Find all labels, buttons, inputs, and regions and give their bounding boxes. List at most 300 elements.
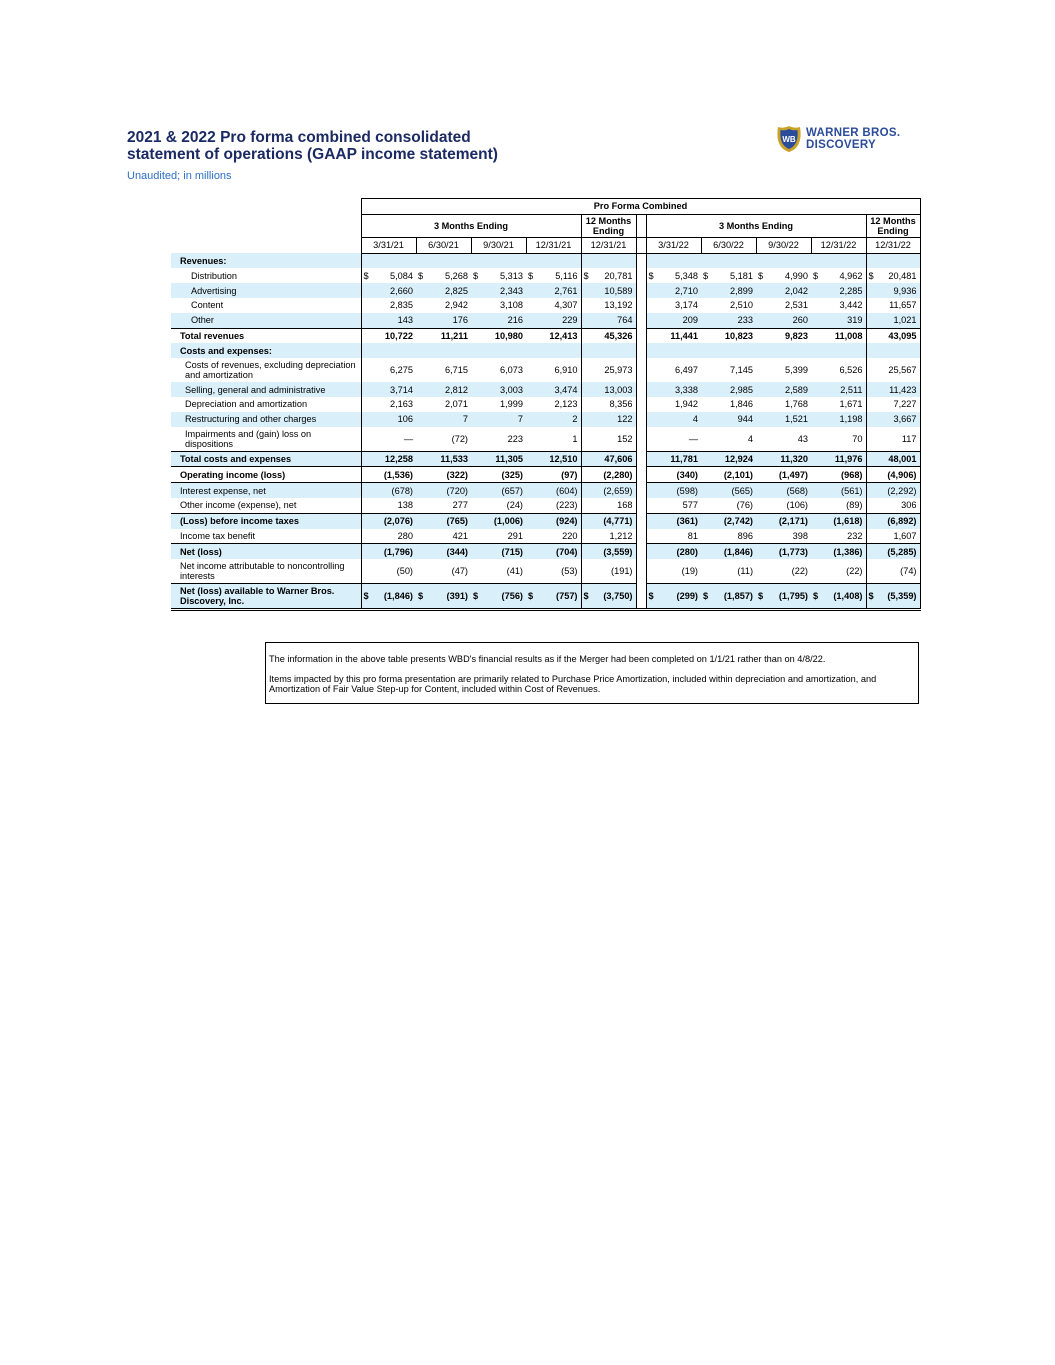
value-text: 3,442 xyxy=(839,300,863,311)
value-cell xyxy=(526,313,581,328)
value-cell xyxy=(646,343,701,358)
cell xyxy=(636,427,646,452)
date-header-2021: 9/30/21 xyxy=(471,237,526,253)
value-text: (720) xyxy=(446,485,468,496)
value-cell xyxy=(581,451,636,467)
group-title: Pro Forma Combined xyxy=(361,199,920,215)
cell xyxy=(636,328,646,343)
value-cell xyxy=(581,467,636,483)
value-text: 122 xyxy=(617,414,633,425)
value-text: 176 xyxy=(452,315,468,326)
value-cell xyxy=(756,412,811,427)
row-label: Interest expense, net xyxy=(171,483,361,498)
value-text: (657) xyxy=(501,485,523,496)
value-cell xyxy=(581,343,636,358)
value-text: 2,942 xyxy=(445,300,468,311)
value-cell xyxy=(361,382,416,397)
value-cell xyxy=(701,559,756,584)
value-text: 81 xyxy=(687,530,698,541)
value-text: 11,441 xyxy=(670,330,698,341)
value-text: 143 xyxy=(397,315,413,326)
value-cell xyxy=(701,483,756,498)
wb-shield-icon xyxy=(776,125,802,153)
cell xyxy=(636,343,646,358)
value-text: 1,607 xyxy=(893,530,917,541)
value-cell xyxy=(811,483,866,498)
table-row xyxy=(171,253,920,268)
header-3-months-2022: 3 Months Ending xyxy=(646,214,866,237)
value-text: 3,714 xyxy=(390,384,413,395)
value-text: 11,781 xyxy=(670,453,698,464)
value-cell xyxy=(811,253,866,268)
value-text: 229 xyxy=(562,315,578,326)
value-text: (53) xyxy=(561,566,578,577)
value-text: 7 xyxy=(517,414,523,425)
cell xyxy=(171,214,361,237)
value-cell xyxy=(471,559,526,584)
value-text: 2,825 xyxy=(445,285,468,296)
value-text: 896 xyxy=(737,530,753,541)
cell xyxy=(171,237,361,253)
title-line-2: statement of operations (GAAP income statement) xyxy=(127,146,498,163)
cell xyxy=(636,397,646,412)
value-text: 152 xyxy=(617,433,633,444)
value-cell xyxy=(526,268,581,283)
date-header-2022: 3/31/22 xyxy=(646,237,701,253)
value-cell xyxy=(756,313,811,328)
value-text: 43 xyxy=(797,433,808,444)
value-cell xyxy=(811,298,866,313)
value-text: 6,497 xyxy=(675,365,698,376)
value-cell xyxy=(416,298,471,313)
value-cell xyxy=(416,283,471,298)
value-text: (765) xyxy=(446,516,468,527)
row-label: Selling, general and administrative xyxy=(171,382,361,397)
value-text: 13,192 xyxy=(604,300,633,311)
date-header-2022: 9/30/22 xyxy=(756,237,811,253)
value-text: 9,936 xyxy=(893,285,917,296)
value-text: (47) xyxy=(451,566,468,577)
value-cell xyxy=(811,559,866,584)
value-text: 216 xyxy=(507,315,523,326)
cell xyxy=(636,544,646,559)
value-cell xyxy=(701,498,756,513)
cell xyxy=(636,237,646,253)
value-text: 2,710 xyxy=(675,285,698,296)
value-text: 291 xyxy=(507,530,523,541)
value-cell xyxy=(361,544,416,559)
value-cell xyxy=(526,483,581,498)
value-cell xyxy=(646,498,701,513)
value-text: (280) xyxy=(676,546,698,557)
table-row xyxy=(171,328,920,343)
value-cell xyxy=(811,268,866,283)
value-cell xyxy=(701,513,756,528)
value-cell xyxy=(416,584,471,610)
value-text: (22) xyxy=(846,566,863,577)
value-cell xyxy=(646,559,701,584)
value-cell xyxy=(756,382,811,397)
value-text: (604) xyxy=(556,485,578,496)
value-text: (89) xyxy=(846,500,863,511)
value-cell xyxy=(416,382,471,397)
value-cell xyxy=(866,253,920,268)
value-text: (2,280) xyxy=(603,469,633,480)
value-cell xyxy=(526,513,581,528)
subtitle: Unaudited; in millions xyxy=(127,170,232,182)
value-cell xyxy=(701,343,756,358)
dollar-sign: $ xyxy=(473,591,479,602)
value-text: (2,171) xyxy=(778,516,808,527)
value-cell xyxy=(811,584,866,610)
value-cell xyxy=(416,427,471,452)
value-cell xyxy=(416,412,471,427)
value-text: 1,198 xyxy=(839,414,863,425)
value-cell xyxy=(361,427,416,452)
value-cell xyxy=(416,268,471,283)
value-cell xyxy=(416,343,471,358)
value-text: 20,781 xyxy=(604,270,633,281)
value-text: 11,211 xyxy=(440,330,468,341)
row-label: Depreciation and amortization xyxy=(185,399,308,410)
row-label: (Loss) before income taxes xyxy=(171,513,361,528)
cell xyxy=(636,298,646,313)
value-text: (223) xyxy=(556,500,578,511)
value-cell xyxy=(701,358,756,382)
value-cell xyxy=(646,451,701,467)
value-text: 1,768 xyxy=(785,399,808,410)
value-text: (4,771) xyxy=(603,516,633,527)
value-cell xyxy=(581,358,636,382)
value-text: 421 xyxy=(452,530,468,541)
date-header-2022: 6/30/22 xyxy=(701,237,756,253)
table-row xyxy=(171,483,920,498)
value-cell xyxy=(526,358,581,382)
table-row xyxy=(171,358,920,382)
value-text: (561) xyxy=(841,485,863,496)
value-cell xyxy=(646,483,701,498)
value-text: 1,212 xyxy=(609,530,633,541)
value-cell xyxy=(646,427,701,452)
value-text: 2,589 xyxy=(785,384,808,395)
value-text: (5,285) xyxy=(887,546,917,557)
value-cell xyxy=(581,268,636,283)
value-cell xyxy=(756,283,811,298)
value-text: (191) xyxy=(611,566,633,577)
cell xyxy=(636,412,646,427)
value-text: 106 xyxy=(397,414,413,425)
row-label: Total revenues xyxy=(171,328,361,343)
value-text: 11,423 xyxy=(889,384,917,395)
dollar-sign: $ xyxy=(363,591,369,602)
value-text: (565) xyxy=(731,485,753,496)
dollar-sign: $ xyxy=(418,591,424,602)
value-text: 4 xyxy=(692,414,698,425)
value-text: (757) xyxy=(556,591,578,602)
value-cell xyxy=(811,513,866,528)
value-cell xyxy=(526,397,581,412)
value-text: 10,589 xyxy=(604,285,633,296)
value-text: (3,559) xyxy=(603,546,633,557)
dollar-sign: $ xyxy=(363,270,369,281)
value-cell xyxy=(701,253,756,268)
value-cell xyxy=(361,529,416,544)
cell xyxy=(171,199,361,215)
value-cell xyxy=(646,358,701,382)
value-cell xyxy=(471,343,526,358)
value-cell xyxy=(756,467,811,483)
cell xyxy=(636,467,646,483)
value-cell xyxy=(646,412,701,427)
row-label: Content xyxy=(191,300,224,311)
value-text: (1,796) xyxy=(383,546,413,557)
value-text: 233 xyxy=(737,315,753,326)
value-cell xyxy=(701,298,756,313)
row-label: Other income (expense), net xyxy=(180,500,297,511)
logo-line-2: DISCOVERY xyxy=(806,139,877,151)
value-text: 280 xyxy=(397,530,413,541)
table-row xyxy=(171,584,920,610)
value-cell xyxy=(416,313,471,328)
value-text: (2,292) xyxy=(887,485,917,496)
table-row xyxy=(171,298,920,313)
value-cell xyxy=(416,529,471,544)
value-cell xyxy=(361,559,416,584)
value-cell xyxy=(526,467,581,483)
value-text: 5,313 xyxy=(500,270,523,281)
value-cell xyxy=(581,584,636,610)
company-logo xyxy=(776,125,916,155)
value-cell xyxy=(361,343,416,358)
value-text: (391) xyxy=(446,591,468,602)
value-cell xyxy=(361,253,416,268)
value-cell xyxy=(581,559,636,584)
value-text: (76) xyxy=(736,500,753,511)
value-cell xyxy=(471,298,526,313)
value-cell xyxy=(646,397,701,412)
value-cell xyxy=(581,253,636,268)
value-text: 1,942 xyxy=(675,399,698,410)
table-row xyxy=(171,397,920,412)
value-cell xyxy=(866,313,920,328)
value-text: (715) xyxy=(501,546,523,557)
value-text: (322) xyxy=(446,469,468,480)
value-cell xyxy=(471,584,526,610)
value-cell xyxy=(811,313,866,328)
cell xyxy=(636,513,646,528)
dollar-sign: $ xyxy=(813,591,819,602)
value-text: 25,973 xyxy=(604,365,633,376)
income-statement-table xyxy=(171,198,921,611)
value-text: 223 xyxy=(507,433,523,444)
value-cell xyxy=(701,529,756,544)
value-cell xyxy=(866,268,920,283)
value-text: (72) xyxy=(451,433,468,444)
value-text: 277 xyxy=(452,500,468,511)
value-text: (1,536) xyxy=(383,469,413,480)
value-cell xyxy=(811,412,866,427)
row-label: Net (loss) available to Warner Bros. Discovery, Inc. xyxy=(171,584,361,610)
value-cell xyxy=(526,253,581,268)
dollar-sign: $ xyxy=(868,270,874,281)
value-text: (6,892) xyxy=(887,516,917,527)
cell xyxy=(636,498,646,513)
cell xyxy=(636,358,646,382)
table-row xyxy=(171,382,920,397)
value-cell xyxy=(701,584,756,610)
value-cell xyxy=(811,498,866,513)
value-cell xyxy=(361,451,416,467)
cell xyxy=(636,253,646,268)
value-cell xyxy=(756,451,811,467)
value-text: 5,116 xyxy=(555,270,578,281)
dollar-sign: $ xyxy=(703,270,709,281)
value-cell xyxy=(811,382,866,397)
cell xyxy=(636,529,646,544)
value-cell xyxy=(471,498,526,513)
value-text: 12,924 xyxy=(724,453,753,464)
value-cell xyxy=(866,343,920,358)
value-cell xyxy=(526,382,581,397)
row-label: Advertising xyxy=(171,283,361,298)
value-text: (106) xyxy=(786,500,808,511)
value-cell xyxy=(866,382,920,397)
value-cell xyxy=(416,253,471,268)
value-text: (344) xyxy=(446,546,468,557)
value-text: 4,962 xyxy=(839,270,863,281)
value-text: (1,795) xyxy=(778,591,808,602)
value-text: (2,742) xyxy=(723,516,753,527)
cell xyxy=(636,283,646,298)
value-text: 11,305 xyxy=(495,453,523,464)
value-cell xyxy=(756,559,811,584)
value-text: 117 xyxy=(901,433,917,444)
value-cell xyxy=(756,427,811,452)
value-cell xyxy=(471,268,526,283)
row-label: Costs and expenses: xyxy=(171,343,361,358)
value-cell xyxy=(471,467,526,483)
table-row xyxy=(171,427,920,452)
value-cell xyxy=(581,498,636,513)
value-text: 70 xyxy=(852,433,863,444)
value-text: (1,386) xyxy=(833,546,863,557)
value-text: 2,761 xyxy=(554,285,578,296)
value-text: 2,511 xyxy=(840,384,863,395)
value-cell xyxy=(581,412,636,427)
value-cell xyxy=(866,427,920,452)
table-row xyxy=(171,544,920,559)
value-text: (678) xyxy=(391,485,413,496)
value-cell xyxy=(526,584,581,610)
cell xyxy=(636,451,646,467)
value-text: 8,356 xyxy=(609,399,633,410)
value-text: 3,174 xyxy=(675,300,698,311)
value-text: 5,084 xyxy=(390,270,413,281)
value-cell xyxy=(701,412,756,427)
value-text: 138 xyxy=(397,500,413,511)
value-cell xyxy=(361,467,416,483)
value-text: 10,722 xyxy=(384,330,413,341)
note-merger: The information in the above table presents WBD's financial results as if the Merger had been completed on 1/1/21 rather than on 4/8/22. xyxy=(269,654,826,664)
value-cell xyxy=(361,412,416,427)
value-text: (2,101) xyxy=(723,469,753,480)
value-text: 4,307 xyxy=(554,300,578,311)
value-text: (1,857) xyxy=(723,591,753,602)
value-cell xyxy=(756,513,811,528)
value-text: (1,408) xyxy=(833,591,863,602)
value-cell xyxy=(526,427,581,452)
value-text: (2,076) xyxy=(383,516,413,527)
value-text: 4 xyxy=(747,433,753,444)
value-cell xyxy=(416,483,471,498)
row-label: Distribution xyxy=(191,270,237,281)
value-text: 7,145 xyxy=(730,365,753,376)
value-cell xyxy=(756,529,811,544)
value-cell xyxy=(866,529,920,544)
value-cell xyxy=(471,427,526,452)
value-text: (50) xyxy=(396,566,413,577)
value-text: 11,657 xyxy=(889,300,917,311)
value-text: (4,906) xyxy=(887,469,917,480)
table-row xyxy=(171,451,920,467)
value-cell xyxy=(526,451,581,467)
value-text: 12,258 xyxy=(384,453,413,464)
value-text: (1,006) xyxy=(493,516,523,527)
value-text: (24) xyxy=(506,500,523,511)
value-text: 2,163 xyxy=(390,399,413,410)
table-row xyxy=(171,559,920,584)
value-cell xyxy=(756,544,811,559)
value-cell xyxy=(866,513,920,528)
value-text: 1,021 xyxy=(893,315,917,326)
value-text: 5,181 xyxy=(730,270,753,281)
value-cell xyxy=(526,283,581,298)
row-label: Impairments and (gain) loss on dispositions xyxy=(185,428,312,449)
value-cell xyxy=(471,313,526,328)
value-cell xyxy=(646,544,701,559)
value-cell xyxy=(866,498,920,513)
value-text: 12,413 xyxy=(549,330,578,341)
value-cell xyxy=(756,328,811,343)
value-text: 2,985 xyxy=(730,384,753,395)
value-text: (11) xyxy=(737,566,753,577)
value-cell xyxy=(471,253,526,268)
value-cell xyxy=(526,328,581,343)
value-text: 6,073 xyxy=(500,365,523,376)
value-text: 25,567 xyxy=(888,365,917,376)
notes-box xyxy=(265,642,919,704)
value-cell xyxy=(866,467,920,483)
date-header-2021: 12/31/21 xyxy=(526,237,581,253)
dollar-sign: $ xyxy=(868,591,874,602)
value-cell xyxy=(416,467,471,483)
value-text: 10,980 xyxy=(494,330,523,341)
value-text: 319 xyxy=(847,315,863,326)
date-header-2021: 12/31/21 xyxy=(581,237,636,253)
cell xyxy=(636,382,646,397)
value-text: (5,359) xyxy=(887,591,917,602)
value-text: 398 xyxy=(792,530,808,541)
value-cell xyxy=(756,498,811,513)
value-text: 168 xyxy=(617,500,633,511)
value-cell xyxy=(471,382,526,397)
value-cell xyxy=(701,313,756,328)
value-cell xyxy=(361,483,416,498)
cell xyxy=(636,584,646,610)
value-cell xyxy=(866,412,920,427)
value-cell xyxy=(811,358,866,382)
value-text: 5,399 xyxy=(785,365,808,376)
